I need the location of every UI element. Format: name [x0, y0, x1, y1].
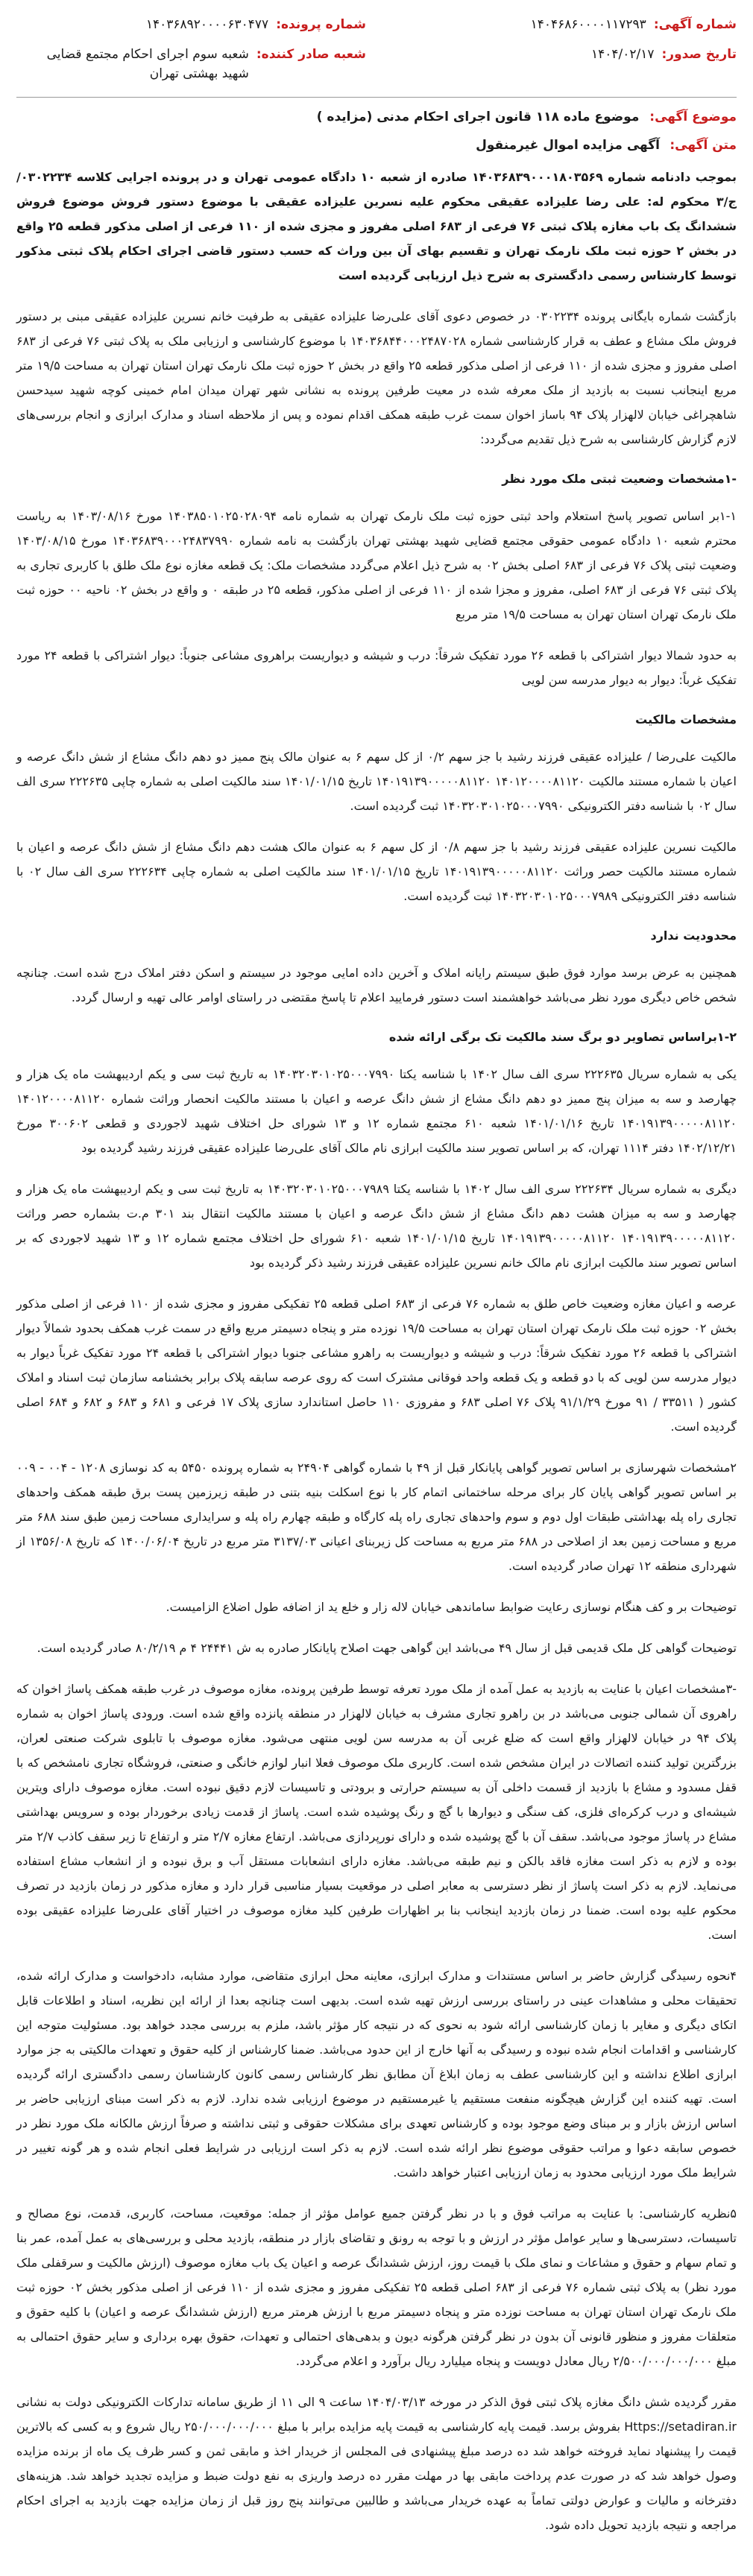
file-number-value: ۱۴۰۳۶۸۹۲۰۰۰۰۶۳۰۴۷۷ [145, 17, 269, 32]
ad-text-heading [16, 138, 737, 153]
file-number-label: شماره پرونده: [276, 17, 366, 32]
section-ownership-title: مشخصات مالکیت [635, 712, 737, 727]
paragraph-system-note: همچنین به عرض برسد موارد فوق طبق سیستم رایانه املاک و آخرین داده امایی موجود در سیستم و اسکن دفتر املاک درج شده است. چنانچه شخص خاص دیگری مورد نظر می‌باشد خواهشمند است دستور فرمایید اعلام تا پاسخ مقتضی در راستای اوامر عالی تهیه و ارسال گردد. [16, 966, 737, 1004]
paragraph-intro: بموجب دادنامه شماره ۱۴۰۳۶۸۳۹۰۰۰۱۸۰۳۵۶۹ صادره از شعبه ۱۰ دادگاه عمومی تهران و در پرونده اجرایی کلاسه ۰۳۰۲۲۳۴/ج/۳ محکوم له: علی رضا علیزاده عقیقی محکوم علیه نسرین علیزاده عقیقی با موضوع دستور فروش موضوع فروش ششدانگ یک باب مغازه پلاک ثبتی ۷۶ فرعی از ۶۸۳ اصلی مفروز و مجزی شده از ۱۱۰ فرعی از اصلی مذکور قطعه ۲۵ واقع در بخش ۲ حوزه ثبت ملک نارمک تهران و تقسیم بهای آن بین وراث که حسب دستور قاضی اجرای احکام پلاک ثبتی مذکور توسط کارشناس رسمی دادگستری به شرح ذیل ارزیابی گردیده است [16, 170, 737, 282]
section-deeds-title: ۱-۲براساس تصاویر دو برگ سند مالکیت تک برگی ارائه شده [388, 1030, 737, 1044]
ad-subject [16, 110, 737, 124]
ad-number-value: ۱۴۰۴۶۸۶۰۰۰۰۱۱۷۲۹۳ [530, 17, 646, 32]
file-number-field [16, 15, 366, 34]
header-divider [16, 97, 737, 98]
paragraph-expert-opinion: ۵نظریه کارشناسی: با عنایت به مراتب فوق و با در نظر گرفتن جميع عوامل مؤثر از جمله: موقعیت، مساحت، کاربری، قدمت، نوع مصالح و تاسیسات، دسترسی‌ها و سایر عوامل مؤثر در ارزش و با توجه به رونق و تقاضای بازار در منطقه، بازدید محلی و بررسی‌های به عمل آمده، عمر بنا و تمام سهام و حقوق و مشاعات و نمای ملک با قیمت روز، ارزش ششدانگ عرصه و اعیان یک باب مغازه موصوف (ارزش مالکیت و سرقفلی ملک مورد نظر) به پلاک ثبتی شماره ۷۶ فرعی از ۶۸۳ اصلی قطعه ۲۵ تفکیکی مفروز و مجزی شده از ۱۱۰ فرعی از اصلی مذکور بخش ۰۲ حوزه ثبت ملک نارمک تهران استان تهران به مساحت نوزده متر و پنجاه دسیمتر مربع با ارزش هرمتر مربع (ارزش ششدانگ عرصه و اعیان) با کلیه حقوق و متعلقات مفروز و منظور قانونی آن بدون در نظر گرفتن هرگونه دیون و بدهی‌های احتمالی و تعهدات، حقوق بهره برداری و سایر حقوق احتمالی به مبلغ ۲/۵۰۰/۰۰۰/۰۰۰/۰۰۰ ریال معادل دویست و پنجاه میلیارد ریال برآورد و اعلام می‌گردد. [16, 2206, 737, 2368]
paragraph-deed-two: دیگری به شماره سریال ۲۲۲۶۳۴ سری الف سال ۱۴۰۲ با شناسه یکتا ۱۴۰۳۲۰۳۰۱۰۲۵۰۰۰۷۹۸۹ به تاریخ ثبت سی و یکم اردیبهشت ماه یک هزار و چهارصد و سه به میزان هشت دهم دانگ مشاع از شش دانگ عرصه و اعیان با مستند مالکیت انتقال بند ۳۰۱ م.ت بشماره حصر وراثت ۱۴۰۱۹۱۳۹۰۰۰۰۰۸۱۱۲۰ ۱۴۰۱۹۱۳۹۰۰۰۰۰۸۱۱۲۰ تاریخ ۱۴۰۱/۰۱/۱۵ شعبه ۶۱۰ شورای حل اختلاف مجتمع شماره ۱۲ و ۱۳ شهید لاجوردی که بر اساس تصویر سند مالکیت ابرازی نام مالک خانم نسرین علیزاده عقیقی فرزند رشید ذکر گردیده بود [16, 1182, 737, 1270]
paragraph-building-details: -۳مشخصات اعیان با عنایت به بازدید به عمل آمده از ملک مورد تعرفه توسط طرفین پرونده، مغازه موصوف در غرب طبقه همکف پاساژ اخوان که راهروی آن شمالی جنوبی می‌باشد در بن راهرو تجاری مشرف به خیابان لالهزار در منطقه پانزده واقع شده است. ورودی پاساژ اخوان به شماره پلاک ۹۴ در خیابان لالهزار واقع است که ضلع غربی آن به مدرسه سن لویی منتهی می‌شود. مغازه موصوف با تابلوی شرکت صنعتی لعران، بزرگترین تولید کننده اتصالات در ایران مشخص شده است. کاربری ملک موصوف فعلا انبار لوازم خانگی و صنعتی، فروشگاه تجاری نامشخص که با قفل مسدود و مشاع با بازدید از قسمت داخلی آن به سیستم حرارتی و برودتی و تاسیسات لازم دقیق نبوده است. مغازه موصوف دارای ویترین شیشه‌ای و درب کرکره‌ای فلزی، کف سنگی و دیوارها با گچ و رنگ پوشیده شده است. پاساژ از قدمت زیادی برخوردار بوده و سرویس بهداشتی مشاع در پاساژ موجود می‌باشد. سقف آن با گچ پوشیده شده و دارای نورپردازی می‌باشد. ارتفاع مغازه ۲/۷ متر و ارتفاع تا زیر سقف کاذب ۲/۷ متر بوده و لازم به ذکر است مغازه فاقد بالکن و نیم طبقه می‌باشد. مغازه دارای انشعابات مستقل آب و برق نبوده و از انشعاب مشاع استفاده می‌نماید. لازم به ذکر است پاساژ از نظر دسترسی به معابر اصلی در موقعیت بسیار مناسبی قرار دارد و مغازه مذکور در زمان بازدید در تصرف محکوم علیه بوده است. ضمنا در زمان بازدید اینجانب بنا بر اظهارات طرفین کلید مغازه موصوف در اختیار آقای علی‌رضا علیزاده عقیقی بوده است. [16, 1682, 737, 1942]
paragraph-registry-inquiry: ۱-۱بر اساس تصویر پاسخ استعلام واحد ثبتی حوزه ثبت ملک نارمک تهران به شماره نامه ۱۴۰۳۸۵۰۱۰۲۵۰۲۸۰۹۴ مورخ ۱۴۰۳/۰۸/۱۶ به ریاست محترم شعبه ۱۰ دادگاه عمومی حقوقی مجتمع قضایی شهید بهشتی تهران بازگشت به نامه شماره ۱۴۰۳۶۸۳۹۰۰۰۲۴۸۳۷۹۹۰ مورخ ۱۴۰۳/۰۸/۱۵ وضعیت ثبتی پلاک ۷۶ فرعی از ۶۸۳ اصلی بخش ۰۲ به شرح ذیل اعلام می‌گردد مشخصات ملک: یک قطعه مغازه نوع ملک طلق با کاربری تجاری به پلاک ثبتی ۷۶ فرعی از ۶۸۳ اصلی، مفروز و مجزا شده از ۱۱۰ فرعی از اصلی مذکور، قطعه ۲۵ در طبقه ۰ و واقع در بخش ۰۲ ناحیه ۰۰ حوزه ثبت ملک نارمک تهران استان تهران به مساحت ۱۹/۵ متر مربع [16, 509, 737, 621]
paragraph-owner-alireza: مالکیت علی‌رضا / علیزاده عقیقی فرزند رشید با جز سهم ۰/۲ از کل سهم ۶ به عنوان مالک پنج ممیز دو دهم دانگ مشاع از شش دانگ عرصه و اعیان با شماره مستند مالکیت ۱۴۰۱۲۰۰۰۰۸۱۱۲۰ ۱۴۰۱۹۱۳۹۰۰۰۰۰۸۱۱۲۰ تاریخ ۱۴۰۱/۰۱/۱۵ سند مالکیت اصلی به شماره چاپی ۲۲۲۶۳۵ سری الف سال ۰۲ با شناسه دفتر الکترونیکی ۱۴۰۳۲۰۳۰۱۰۲۵۰۰۰۷۹۹۰ ثبت گردیده است. [16, 750, 737, 813]
paragraph-deed-one: یکی به شماره سریال ۲۲۲۶۳۵ سری الف سال ۱۴۰۲ با شناسه یکتا ۱۴۰۳۲۰۳۰۱۰۲۵۰۰۰۷۹۹۰ به تاریخ ثبت سی و یکم اردیبهشت ماه یک هزار و چهارصد و سه به میزان پنج ممیز دو دهم دانگ مشاع از شش دانگ عرصه و اعیان با مستند مالکیت انحصار وراثت شماره ۱۴۰۱۲۰۰۰۰۸۱۱۲۰ ۱۴۰۱۹۱۳۹۰۰۰۰۰۸۱۱۲۰ تاریخ ۱۴۰۱/۰۱/۱۶ شعبه ۶۱۰ مجتمع شماره ۱۲ و ۱۳ شورای حل اختلاف شهید لاجوردی و قطعی ۳۰۰۶۰۲ مورخ ۱۴۰۲/۱۲/۲۱ دفتر ۱۱۱۴ تهران، که بر اساس تصویر سند مالکیت ابرازی نام مالک آقای علی‌رضا علیزاده عقیقی فرزند رشید گردیده بود [16, 1067, 737, 1155]
issue-date-field [387, 45, 737, 83]
subject-value: موضوع ماده ۱۱۸ قانون اجرای احکام مدنی (مزایده ) [316, 110, 640, 124]
ad-text-value: آگهی مزایده اموال غیرمنقول [476, 138, 660, 153]
paragraph-boundaries: به حدود شمالا دیوار اشتراکی با قطعه ۲۶ مورد تفکیک شرقاً: درب و شیشه و دیواریست براهروی مشاعی جنوباً: دیوار اشتراکی با قطعه ۲۴ مورد تفکیک غرباً: دیوار به دیوار مدرسه سن لویی [16, 648, 737, 687]
issue-date-value: ۱۴۰۴/۰۲/۱۷ [590, 47, 655, 62]
section-registry-title: -۱مشخصات وضعیت ثبتی ملک مورد نظر [502, 472, 737, 486]
paragraph-expert-return: بازگشت شماره بایگانی پرونده ۰۳۰۲۲۳۴ در خصوص دعوی آقای علی‌رضا علیزاده عقیقی به طرفیت خانم نسرین علیزاده عقیقی مبنی بر دستور فروش ملک مشاع و عطف به قرار کارشناسی شماره ۱۴۰۳۶۸۴۴۰۰۰۲۴۸۷۰۲۸ با موضوع کارشناسی و ارزیابی ملک به پلاک ثبتی ۷۶ فرعی از ۶۸۳ اصلی مفروز و مجزی شده از ۱۱۰ فرعی از اصلی مذکور قطعه ۲۵ واقع در بخش ۲ حوزه ثبت ملک نارمک تهران استان تهران به مساحت ۱۹/۵ متر مربع اینجانب نسبت به بازدید از ملک معرفه شده در معیت طرفین پرونده به نشانی شهر تهران میدان امام خمینی کوچه شهید سیدحسن شاهچراغی خیابان لالهزار پلاک ۹۴ باساز اخوان سمت غرب طبقه همکف اقدام نموده و پس از ملاحظه اسناد و مدارک ابرازی و انجام بررسی‌های لازم گزارش کارشناسی به شرح ذیل تقدیم می‌گردد: [16, 309, 737, 446]
issue-date-label: تاریخ صدور: [661, 47, 737, 62]
paragraph-renovation-note: توضیحات بر و کف هنگام نوسازی رعایت ضوابط ساماندهی خیابان لاله زار و خلع ید از اضافه طول اضلاع الزامیست. [166, 1600, 737, 1614]
subject-label: موضوع آگهی: [649, 110, 737, 124]
issuing-branch-label: شعبه صادر کننده: [256, 47, 366, 62]
header-info [16, 10, 737, 83]
paragraph-auction-terms: مقرر گردیده شش دانگ مغازه پلاک ثبتی فوق الذکر در مورخه ۱۴۰۴/۰۳/۱۳ ساعت ۹ الی ۱۱ از طریق سامانه تدارکات الکترونیکی دولت به نشانی Https://setadiran.ir بفروش برسد. قیمت پایه کارشناسی به قیمت پایه مزایده برابر با مبلغ ۲۵۰/۰۰۰/۰۰۰/۰۰۰ ریال شروع و به کسی که بالاترین قیمت را پیشنهاد نماید فروخته خواهد شد ده درصد مبلغ پیشنهادی فی المجلس از خریدار اخذ و مابقی ثمن و کسر ظرف یک ماه از برنده مزایده وصول خواهد شد که در صورت عدم پرداخت مابقی بها در مهلت مقرر ده درصد واریزی به نفع دولت ضبط و مزایده تجدید خواهد شد. هزینه‌های دفترخانه و مالیات و عوارض دولتی تماماً به عهده خریدار می‌باشد و طالبین می‌توانند پنج روز قبل از زمان مزایده جهت بازدید به اجرای احکام مراجعه و نتیجه بازدید تحویل داده شود. [16, 2395, 737, 2532]
ad-number-label: شماره آگهی: [653, 17, 737, 32]
paragraph-property-status: عرصه و اعیان مغازه وضعیت خاص طلق به شماره ۷۶ فرعی از ۶۸۳ اصلی قطعه ۲۵ تفکیکی مفروز و مجزی شده از ۱۱۰ فرعی از اصلی مذکور بخش ۰۲ حوزه ثبت ملک نارمک تهران استان تهران به مساحت ۱۹/۵ نوزده متر و پنجاه دسیمتر مربع واقع در سمت غرب همکف بحدود شمالاً دیوار اشتراکی با قطعه ۲۶ مورد تفکیک شرقاً: درب و شیشه و دیواریست به راهرو مشاعی جنوبا دیوار اشتراکی با قطعه ۲۴ مورد تفکیک غرباً دیوار به دیوار مدرسه سن لویی که با دو قطعه و یک قطعه واحد فوقانی مشترک است که روی عرصه سابقه پلاک برابر بخشنامه سازمان ثبت اسناد و املاک کشور ( ۳۳۵۱۱ / ۹۱ مورخ ۹۱/۱/۲۹ پلاک ۷۶ اصلی ۶۸۳ و مفروزی ۱۱۰ حاصل استاندارد سازی پلاک ۱۷ فرعی و ۶۸۱ و ۶۸۳ و ۶۸۲ و ۶۸۴ اصلی گردیده است. [16, 1297, 737, 1434]
paragraph-owner-nasrin: مالکیت نسرین علیزاده عقیقی فرزند رشید با جز سهم ۰/۸ از کل سهم ۶ به عنوان مالک هشت دهم دانگ مشاع از شش دانگ عرصه و اعیان با شماره مستند مالکیت حصر وراثت ۱۴۰۱۹۱۳۹۰۰۰۰۰۸۱۱۲۰ تاریخ ۱۴۰۱/۰۱/۱۵ سند مالکیت اصلی به شماره چاپی ۲۲۲۶۳۴ سری الف سال ۰۲ با شناسه دفتر الکترونیکی ۱۴۰۳۲۰۳۰۱۰۲۵۰۰۰۷۹۸۹ ثبت گردیده است. [16, 840, 737, 903]
ad-number-field [387, 15, 737, 34]
issuing-branch-field [16, 45, 366, 83]
section-restriction-title: محدودیت ندارد [650, 928, 737, 943]
paragraph-urban-planning: ۲مشخصات شهرسازی بر اساس تصویر گواهی پایانکار قبل از ۴۹ با شماره گواهی ۲۴۹۰۴ به شماره پرونده ۵۴۵۰ به کد نوسازی ۱۲۰۸ - ۰۰۴ - ۰۰۹ بر اساس تصویر گواهی پایان کار برای مرحله ساختمانی اتمام کار با نوع اسکلت بنیه بتنی در طبقه زیرزمین پست برق طبقه همکف واحدهای تجاری راه پله بهداشتی طبقات اول دوم و سوم واحدهای تجاری راه پله کارگاه و طبقه چهارم راه پله و سرایداری مساحت زمین طبق سند ۶۸۸ متر مربع و مساحت زمین بعد از اصلاحی در ۶۸۸ متر مربع به مساحت کل زیربنای اعیانی ۳۱۳۷/۰۳ متر مربع در تاریخ ۱۴۰۰/۰۶/۰۴ که تاریخ ۱۳۵۶/۰۸ از شهرداری منطقه ۱۲ تهران صادر گردیده است. [16, 1461, 737, 1573]
issuing-branch-value: شعبه سوم اجرای احکام مجتمع قضایی شهید بهشتی تهران [46, 47, 249, 81]
paragraph-certificate-note: توضیحات گواهی کل ملک قدیمی قبل از سال ۴۹ می‌باشد این گواهی جهت اصلاح پایانکار صادره به ش ۲۴۴۴۱ ۴ م ۸۰/۲/۱۹ صادر گردیده است. [37, 1641, 737, 1655]
ad-text-label: متن آگهی: [669, 138, 737, 153]
paragraph-review-method: ۴نحوه رسیدگی گزارش حاضر بر اساس مستندات و مدارک ابرازی، معاینه محل ابرازی متقاضی، موارد مشابه، دادخواست و مدارک ارائه شده، تحقیقات محلی و مشاهدات عینی در راستای بررسی ارزش تهیه شده است. بدیهی است چنانچه بعدا از ارائه این نظریه، اسناد و اطلاعات قابل اتکای دیگری و مغایر با زمان کارشناسی ارائه شود به نحوی که در نتیجه کار مؤثر باشد، ملزم به بررسی مجدد خواهد بود. مسئولیت متوجه این کارشناسی و اقدامات انجام شده نبوده و رسیدگی به آنها خارج از این حدود می‌باشد. ضمنا کارشناس از کلیه حقوق و تعهدات مالکیتی به جز موارد ابرازی اطلاع نداشته و این کارشناسی عطف به زمان ابلاغ آن مطابق نظر کارشناس رسمی کانون کارشناسان رسمی دادگستری ارائه گردیده است. تهیه کننده این گزارش هیچگونه منفعت مستقیم یا غیرمستقیم در موضوع ارزیابی شده ندارد. لازم به ذکر است مبنای ارزیابی حاضر بر اساس ارزش بازار و بر مبنای وضع موجود بوده و کارشناس تعهدی برای مشکلات حقوقی و ثبتی نداشته و صرفاً ارزش مالکانه ملک مورد نظر در خصوص سابقه دعوا و مراتب حقوقی موضوع نظر ارائه شده است. لازم به ذکر است ارزیابی در شرایط فعلی انجام شده و هر گونه تغییر در شرایط ملک مورد ارزیابی محدود به زمان ارزیابی اعتبار خواهد داشت. [16, 1969, 737, 2180]
